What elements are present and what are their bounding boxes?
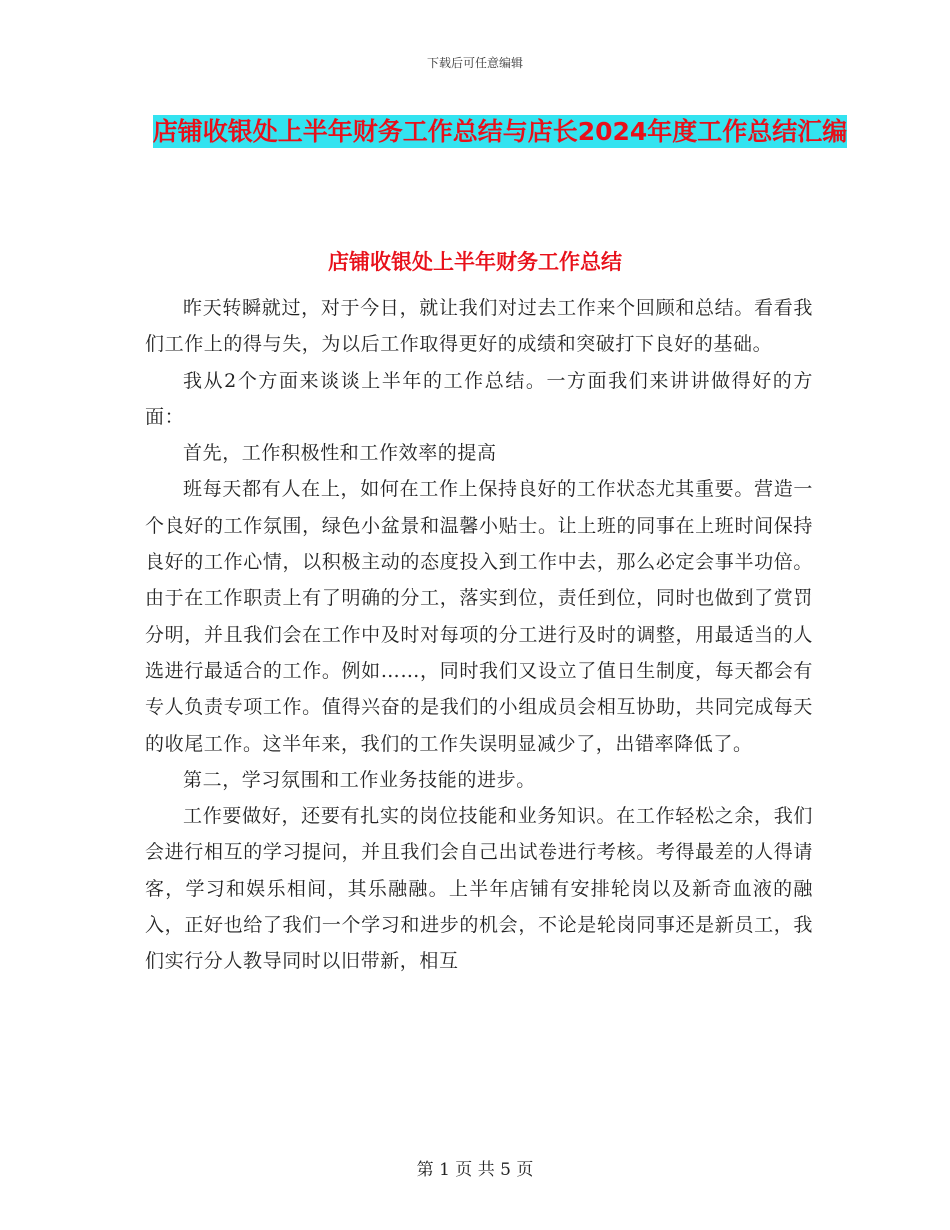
document-title-text: 店铺收银处上半年财务工作总结与店长2024年度工作总结汇编 <box>152 117 848 146</box>
paragraph: 我从2个方面来谈谈上半年的工作总结。一方面我们来讲讲做得好的方面： <box>145 369 813 428</box>
paragraph: 第二，学习氛围和工作业务技能的进步。 <box>183 768 536 791</box>
section-title: 店铺收银处上半年财务工作总结 <box>328 250 622 274</box>
page-number: 第 1 页 共 5 页 <box>416 1160 534 1180</box>
paragraph: 班每天都有人在上，如何在工作上保持良好的工作状态尤其重要。营造一个良好的工作氛围，绿色小盆景和温馨小贴士。让上班的同事在上班时间保持良好的工作心情，以积极主动的态度投入到工作中去，那么必定会事半功倍。由于在工作职责上有了明确的分工，落实到位，责任到位，同时也做到了赏罚分明，并且我们会在工作中及时对每项的分工进行及时的调整，用最适当的人选进行最适合的工作。例如……，同时我们又设立了值日生制度，每天都会有专人负责专项工作。值得兴奋的是我们的小组成员会相互协助，共同完成每天的收尾工作。这半年来，我们的工作失误明显减少了，出错率降低了。 <box>145 478 813 755</box>
paragraph: 昨天转瞬就过，对于今日，就让我们对过去工作来个回顾和总结。看看我们工作上的得与失，为以后工作取得更好的成绩和突破打下良好的基础。 <box>145 297 813 356</box>
paragraph: 工作要做好，还要有扎实的岗位技能和业务知识。在工作轻松之余，我们会进行相互的学习提问，并且我们会自己出试卷进行考核。考得最差的人得请客，学习和娱乐相间，其乐融融。上半年店铺有安排轮岗以及新奇血液的融入，正好也给了我们一个学习和进步的机会，不论是轮岗同事还是新员工，我们实行分人教导同时以旧带新，相互 <box>145 805 813 973</box>
document-body <box>145 290 813 980</box>
paragraph: 首先，工作积极性和工作效率的提高 <box>183 442 497 465</box>
document-title <box>150 108 850 156</box>
header-note: 下载后可任意编辑 <box>426 56 523 70</box>
